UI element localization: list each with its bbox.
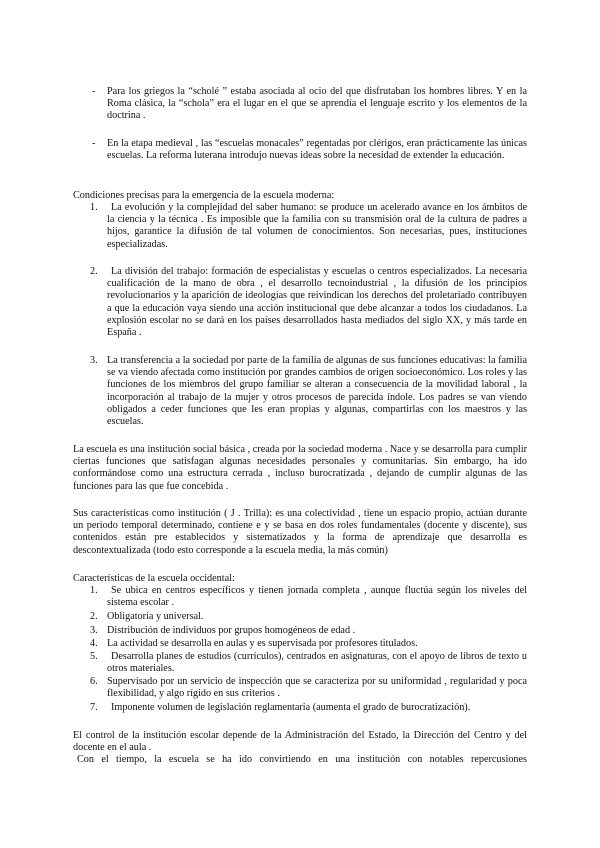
paragraph-institution: La escuela es una institución social básica , creada por la sociedad moderna . Nace y se desarrolla para cumplir ciertas funciones que satisfagan algunas necesidades personales y comunitarias. Sin embargo, ha ido conformándose como una estructura cerrada , incluso burocratizada , dejando de cumplir algunas de las funciones para las que fue concebida . xyxy=(73,444,527,492)
western-item-centers: Se ubica en centros específicos y tienen jornada completa , aunque fluctúa según los niveles del sistema escolar . xyxy=(107,585,527,609)
western-item-groups: Distribución de individuos por grupos homogéneos de edad . xyxy=(107,625,356,636)
condition-knowledge: La evolución y la complejidad del saber humano: se produce un acelerado avance en los ámbitos de la ciencia y la técnica . Es imposible que la familia con su transmisión oral de la cultura de padres a hijos, garantice la difusión de tal volumen de conocimientos. Son necesarias, pues, instituciones especializadas. xyxy=(107,202,527,250)
western-number: 7. xyxy=(90,702,98,713)
conditions-heading: Condiciones precisas para la emergencia de la escuela moderna: xyxy=(73,190,335,201)
western-item-inspection: Supervisado por un servicio de inspección que se caracteriza por su uniformidad , regularidad y poca flexibilidad, y algo rígido en sus criterios . xyxy=(107,676,527,700)
western-number: 2. xyxy=(90,611,98,622)
western-number: 4. xyxy=(90,638,98,649)
western-number: 1. xyxy=(90,585,98,596)
condition-number: 3. xyxy=(90,355,98,366)
western-heading: Características de la escuela occidental: xyxy=(73,573,235,584)
paragraph-characteristics: Sus características como institución ( J . Trilla): es una colectividad , tiene un espacio propio, actúan durante un periodo temporal determinado, contiene e y se basa en dos roles fundamentales (docente y discente), sus contenidos están pre establecidos y sistematizados y la forma de aprendizaje que desarrolla es descontextualizada (todo esto corresponde a la escuela media, la más común) xyxy=(73,508,527,556)
bullet-marker: - xyxy=(92,138,96,149)
paragraph-control: El control de la institución escolar depende de la Administración del Estado, la Dirección del Centro y del docente en el aula . xyxy=(73,730,527,754)
bullet-marker: - xyxy=(92,86,96,97)
western-item-curricula: Desarrolla planes de estudios (currículos), centrados en asignaturas, con el apoyo de libros de texto u otros materiales. xyxy=(107,651,527,675)
western-item-mandatory: Obligatoria y universal. xyxy=(107,611,204,622)
western-number: 5. xyxy=(90,651,98,662)
condition-number: 1. xyxy=(90,202,98,213)
western-number: 6. xyxy=(90,676,98,687)
bullet-medieval: En la etapa medieval , las “escuelas monacales” regentadas por clérigos, eran prácticamente las únicas escuelas. La reforma luterana introdujo nuevas ideas sobre la necesidad de extender la educación. xyxy=(107,138,527,162)
paragraph-time: Con el tiempo, la escuela se ha ido convirtiendo en una institución con notables repercusiones xyxy=(77,754,527,765)
condition-division-of-labor: La división del trabajo: formación de especialistas y escuelas o centros especializados. La necesaria cualificación de la mano de obra , el desarrollo tecnoindustrial , la difusión de los principios revolucionarios y la aparición de ideologías que reivindican los derechos del proletariado contribuyen a que la educación vaya siendo una acción institucional que debe alcanzar a todos los ciudadanos. La explosión escolar no se dará en los países desarrollados hasta mediados del siglo XX, y más tarde en España . xyxy=(107,266,527,339)
condition-family-transfer: La transferencia a la sociedad por parte de la familia de algunas de sus funciones educativas: la familia se va viendo afectada como institución por grandes cambios de origen socioeconómico. Los roles y las funciones de los miembros del grupo familiar se alteran a consecuencia de la movilidad laboral , la incorporación al trabajo de la mujer y otros procesos de parecida índole. Los padres se van viendo obligados a ceder funciones que les eran propias y algunas, compartirlas con los maestros y las escuelas. xyxy=(107,355,527,428)
western-item-legislation: Imponente volumen de legislación reglamentaria (aumenta el grado de burocratización). xyxy=(111,702,471,713)
western-item-classrooms: La actividad se desarrolla en aulas y es supervisada por profesores titulados. xyxy=(107,638,418,649)
bullet-greeks: Para los griegos la “scholé ” estaba asociada al ocio del que disfrutaban los hombres libres. Y en la Roma clásica, la “schola” era el lugar en el que se aprendía el lenguaje escrito y los elementos de la doctrina . xyxy=(107,86,527,122)
condition-number: 2. xyxy=(90,266,98,277)
western-number: 3. xyxy=(90,625,98,636)
